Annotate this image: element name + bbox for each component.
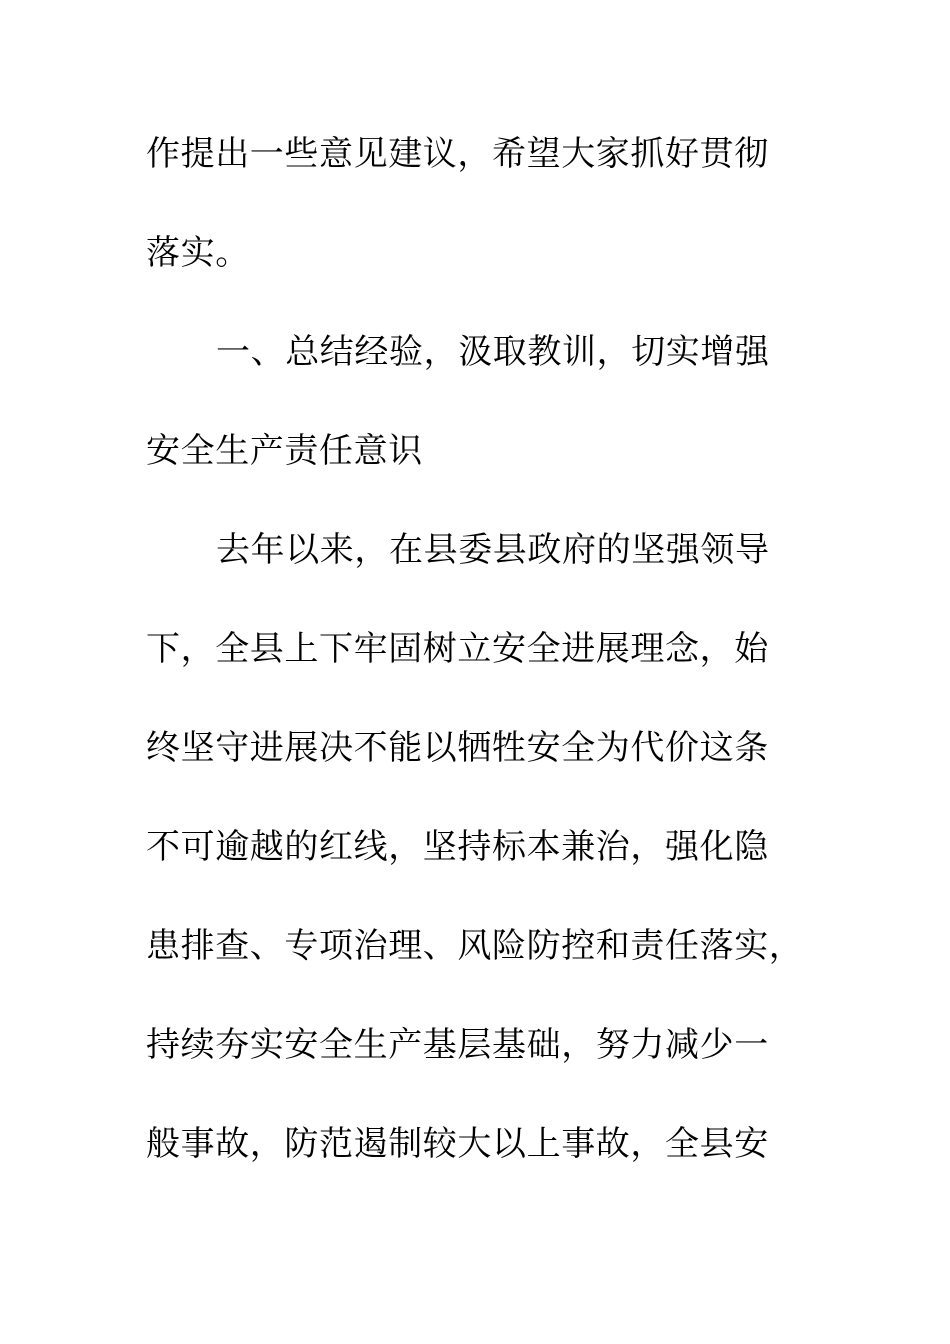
paragraph-line: 不可逾越的红线，坚持标本兼治，强化隐 — [146, 827, 769, 867]
paragraph-line: 患排查、专项治理、风险防控和责任落实， — [146, 926, 804, 966]
paragraph-line: 般事故，防范遏制较大以上事故，全县安 — [146, 1124, 769, 1164]
paragraph-line: 下，全县上下牢固树立安全进展理念，始 — [146, 629, 769, 669]
section-heading-line: 安全生产责任意识 — [146, 431, 423, 471]
paragraph-line: 作提出一些意见建议，希望大家抓好贯彻 — [146, 134, 769, 174]
paragraph-line: 终坚守进展决不能以牺牲安全为代价这条 — [146, 728, 769, 768]
section-heading-line: 一、总结经验，汲取教训，切实增强 — [216, 332, 770, 372]
paragraph-line: 落实。 — [146, 233, 250, 273]
paragraph-line: 持续夯实安全生产基层基础，努力减少一 — [146, 1025, 769, 1065]
paragraph-line: 去年以来，在县委县政府的坚强领导 — [216, 530, 770, 570]
